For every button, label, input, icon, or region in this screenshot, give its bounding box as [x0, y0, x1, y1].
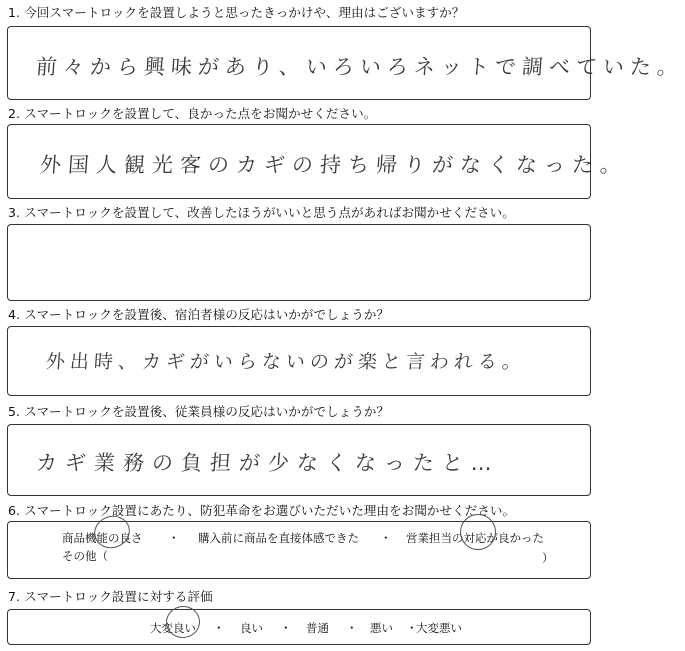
q6-other-close: ） — [542, 551, 554, 565]
q7-option-bad[interactable]: 悪い — [370, 621, 393, 635]
question-7-number: 7. — [8, 589, 21, 604]
answer-box-1[interactable] — [7, 26, 685, 100]
question-3-number: 3. — [8, 205, 21, 220]
question-1-text: 今回スマートロックを設置しようと思ったきっかけや、理由はございますか？ — [24, 5, 465, 20]
q6-option-other[interactable]: その他（ — [62, 549, 108, 563]
q7-separator: ・ — [280, 621, 292, 635]
q6-separator: ・ — [168, 531, 180, 545]
q7-option-good[interactable]: 良い — [240, 621, 263, 635]
question-2-text: スマートロックを設置して、良かった点をお聞かせください。 — [24, 106, 377, 121]
q7-separator: ・ — [406, 621, 418, 635]
question-7-text: スマートロック設置に対する評価 — [24, 589, 213, 604]
options-box-6 — [7, 521, 591, 579]
question-5 — [8, 404, 389, 420]
answer-5-text: カギ業務の負担が少なくなったと… — [35, 451, 501, 475]
question-4-text: スマートロックを設置後、宿泊者様の反応はいかがでしょうか？ — [24, 307, 390, 322]
question-4-number: 4. — [8, 307, 21, 322]
question-4 — [8, 307, 389, 323]
question-1 — [8, 5, 464, 21]
q7-option-very-good[interactable]: 大変良い — [150, 621, 196, 635]
question-6 — [8, 503, 515, 519]
answer-4-text: 外出時、カギがいらないのが楽と言われる。 — [45, 351, 527, 373]
q6-option-sales-response[interactable]: 営業担当の対応が良かった — [406, 531, 544, 545]
question-5-number: 5. — [8, 404, 21, 419]
answer-box-3[interactable] — [7, 224, 591, 301]
answer-2-text: 外国人観光客のカギの持ち帰りがなくなった。 — [39, 153, 629, 177]
q6-option-hands-on-trial[interactable]: 購入前に商品を直接体感できた — [198, 531, 359, 545]
question-2-number: 2. — [8, 106, 21, 121]
question-6-number: 6. — [8, 503, 21, 518]
q7-separator: ・ — [346, 621, 358, 635]
question-7 — [8, 589, 213, 605]
q6-separator: ・ — [380, 531, 392, 545]
question-6-text: スマートロック設置にあたり、防犯革命をお選びいただいた理由をお聞かせください。 — [24, 503, 516, 518]
question-1-number: 1. — [8, 5, 21, 20]
answer-box-4[interactable] — [7, 326, 591, 396]
q7-option-average[interactable]: 普通 — [306, 621, 329, 635]
question-5-text: スマートロックを設置後、従業員様の反応はいかがでしょうか？ — [24, 404, 390, 419]
answer-box-5[interactable] — [7, 424, 591, 496]
answer-1-text: 前々から興味があり、いろいろネットで調べていた。 — [35, 55, 685, 79]
question-3-text: スマートロックを設置して、改善したほうがいいと思う点があればお聞かせください。 — [24, 205, 515, 220]
options-box-7 — [7, 609, 591, 645]
answer-box-2[interactable] — [7, 124, 629, 199]
question-3 — [8, 205, 515, 221]
q7-separator: ・ — [213, 621, 225, 635]
q6-option-product-quality[interactable]: 商品機能の良さ — [62, 531, 143, 545]
q7-option-very-bad[interactable]: 大変悪い — [416, 621, 462, 635]
question-2 — [8, 106, 376, 122]
